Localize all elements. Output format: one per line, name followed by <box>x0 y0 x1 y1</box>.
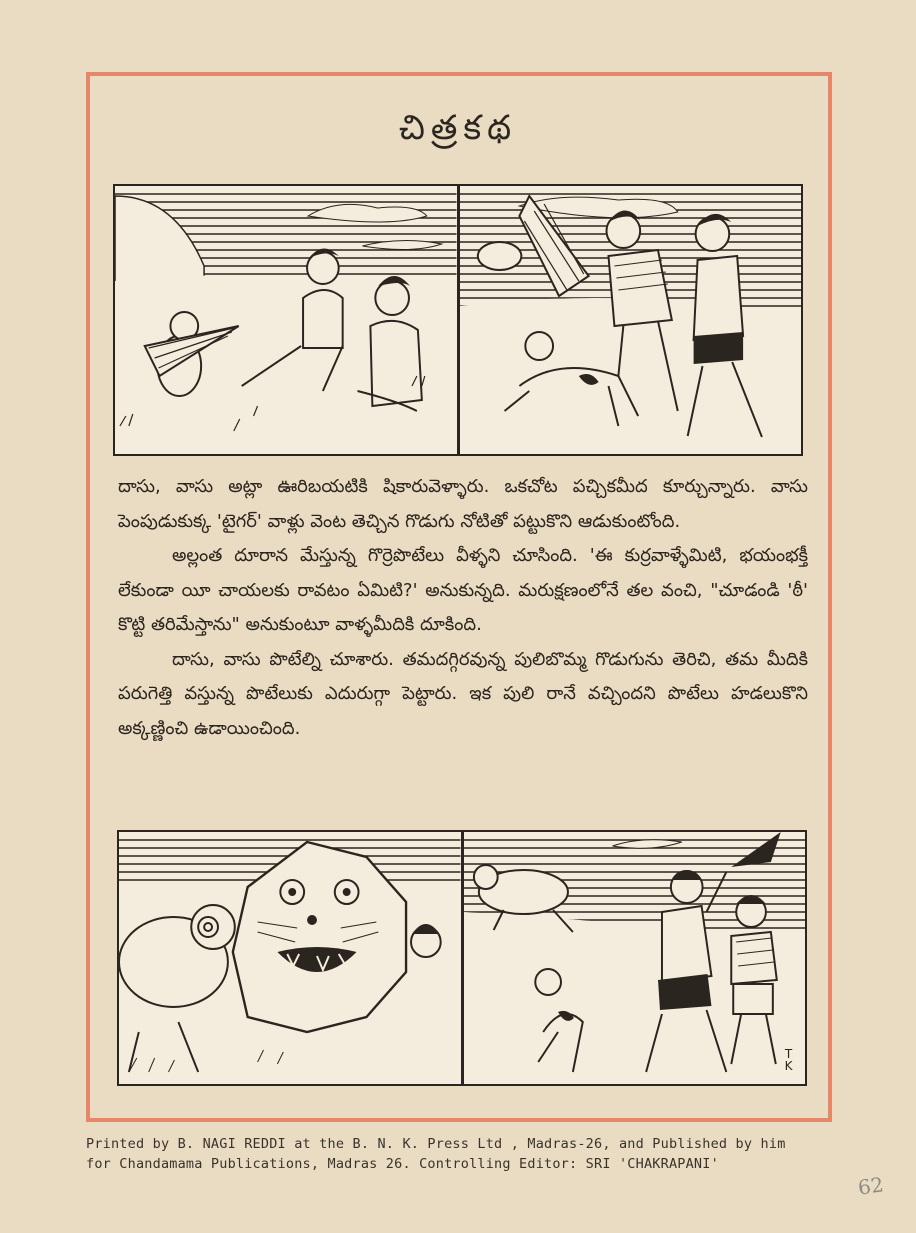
panel-kids-sitting <box>115 186 457 454</box>
panel-tiger-umbrella-illustration <box>119 832 461 1084</box>
artist-signature-letter: T <box>784 1047 793 1061</box>
panel-ram-approaching <box>457 186 802 454</box>
page-number: 62 <box>856 1172 885 1200</box>
page-title: చిత్రకథ <box>398 108 518 148</box>
footer-line: for Chandamama Publications, Madras 26. Controlling Editor: SRI 'CHAKRAPANI' <box>86 1156 719 1172</box>
panel-kids-sitting-illustration <box>115 186 457 454</box>
panel-ram-approaching-illustration <box>460 186 802 454</box>
artist-signature <box>782 1048 796 1072</box>
story-paragraph: దాసు, వాసు అట్లా ఊరిబయటికి షికారువెళ్ళారు. ఒకచోట పచ్చికమీద కూర్చున్నారు. వాసు పెంపుడుకుక్క 'టైగర్' వాళ్లు వెంట తెచ్చిన గొడుగు నోటితో పట్టుకొని ఆడుకుంటోంది. <box>118 476 808 532</box>
panel-ram-fleeing-illustration <box>464 832 806 1084</box>
story-paragraph: అల్లంత దూరాన మేస్తున్న గొర్రెపొటేలు వీళ్ళని చూసింది. 'ఈ కుర్రవాళ్ళేమిటి, భయంభక్తీ లేకుండా యీ చాయలకు రావటం ఏమిటి?' అనుకున్నది. మరుక్షణంలోనే తల వంచి, "చూడండి 'ఠీ' కొట్టి తరిమేస్తాను" అనుకుంటూ వాళ్ళమీదికి దూకింది. <box>118 545 808 635</box>
story-text <box>118 470 808 746</box>
story-paragraph: దాసు, వాసు పొటేల్ని చూశారు. తమదగ్గిరవున్న పులిబొమ్మ గొడుగును తెరిచి, తమ మీదికి పరుగెత్తి వస్తున్న పొటేలుకు ఎదురుగ్గా పెట్టారు. ఇక పులి రానే వచ్చిందని పొటేలు హడలుకొని అక్కణ్ణించి ఉడాయించింది. <box>118 648 808 739</box>
comic-strip-top <box>113 184 803 456</box>
panel-ram-fleeing <box>461 832 806 1084</box>
comic-strip-bottom <box>117 830 807 1086</box>
footer-line: Printed by B. NAGI REDDI at the B. N. K. Press Ltd , Madras-26, and Published by him <box>86 1136 786 1152</box>
publication-footer <box>86 1134 856 1174</box>
artist-signature-letter: K <box>784 1059 793 1073</box>
panel-tiger-umbrella <box>119 832 461 1084</box>
